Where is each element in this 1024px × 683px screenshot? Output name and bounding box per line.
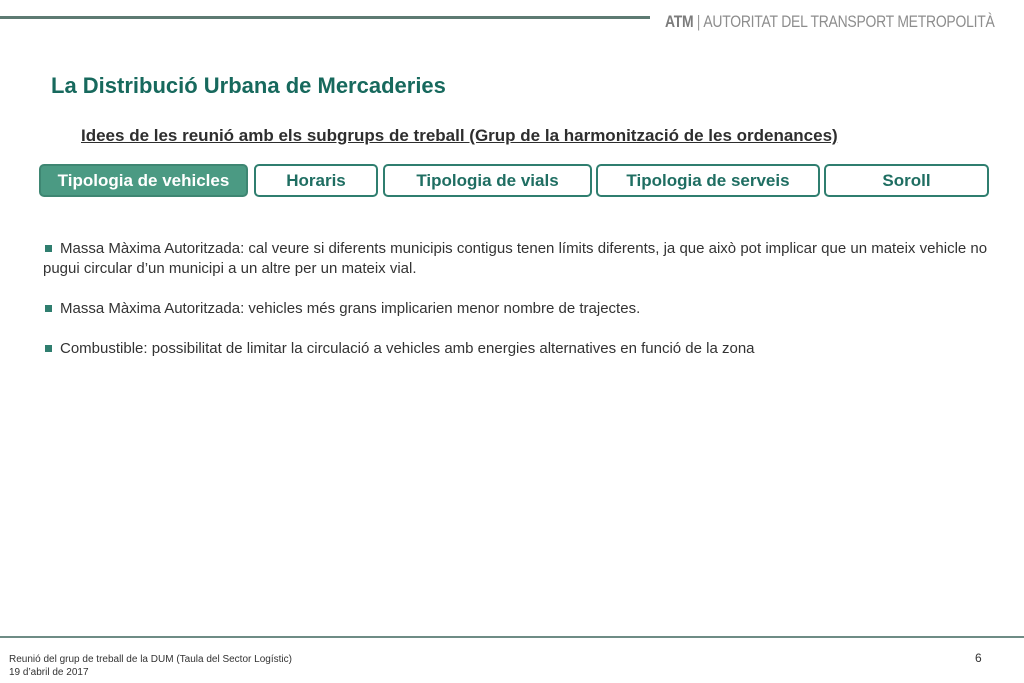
page-number: 6 bbox=[975, 651, 982, 665]
footer-date: 19 d’abril de 2017 bbox=[9, 667, 89, 678]
header-brand bbox=[665, 12, 995, 34]
tab-soroll[interactable]: Soroll bbox=[824, 164, 989, 197]
brand-separator: | bbox=[696, 12, 701, 31]
header-rule bbox=[0, 16, 650, 19]
tab-tipologia-vehicles[interactable]: Tipologia de vehicles bbox=[39, 164, 248, 197]
bullet-text: Massa Màxima Autoritzada: cal veure si diferents municipis contigus tenen límits diferents, ja que això pot implicar que un mateix vehicle no pugui circular d’un municipi a un altre per un mateix vial. bbox=[43, 240, 988, 277]
footer-rule bbox=[0, 636, 1024, 638]
bullet-list bbox=[43, 239, 993, 379]
bullet-text: Massa Màxima Autoritzada: vehicles més grans implicarien menor nombre de trajectes. bbox=[60, 300, 641, 317]
bullet-square-icon bbox=[45, 345, 52, 352]
footer-meeting: Reunió del grup de treball de la DUM (Taula del Sector Logístic) bbox=[9, 654, 292, 665]
tab-tipologia-vials[interactable]: Tipologia de vials bbox=[383, 164, 592, 197]
brand-abbr: ATM bbox=[665, 12, 694, 31]
list-item bbox=[43, 299, 993, 319]
tab-horaris[interactable]: Horaris bbox=[254, 164, 378, 197]
list-item bbox=[43, 239, 993, 279]
page-title: La Distribució Urbana de Mercaderies bbox=[51, 73, 446, 98]
bullet-square-icon bbox=[45, 305, 52, 312]
bullet-text: Combustible: possibilitat de limitar la circulació a vehicles amb energies alternatives en funció de la zona bbox=[60, 340, 755, 357]
footer-caption bbox=[9, 653, 292, 679]
list-item bbox=[43, 339, 993, 359]
brand-name: AUTORITAT DEL TRANSPORT METROPOLITÀ bbox=[703, 12, 995, 31]
subtitle: Idees de les reunió amb els subgrups de treball (Grup de la harmonització de les ordenances) bbox=[81, 126, 838, 145]
tab-tipologia-serveis[interactable]: Tipologia de serveis bbox=[596, 164, 820, 197]
bullet-square-icon bbox=[45, 245, 52, 252]
